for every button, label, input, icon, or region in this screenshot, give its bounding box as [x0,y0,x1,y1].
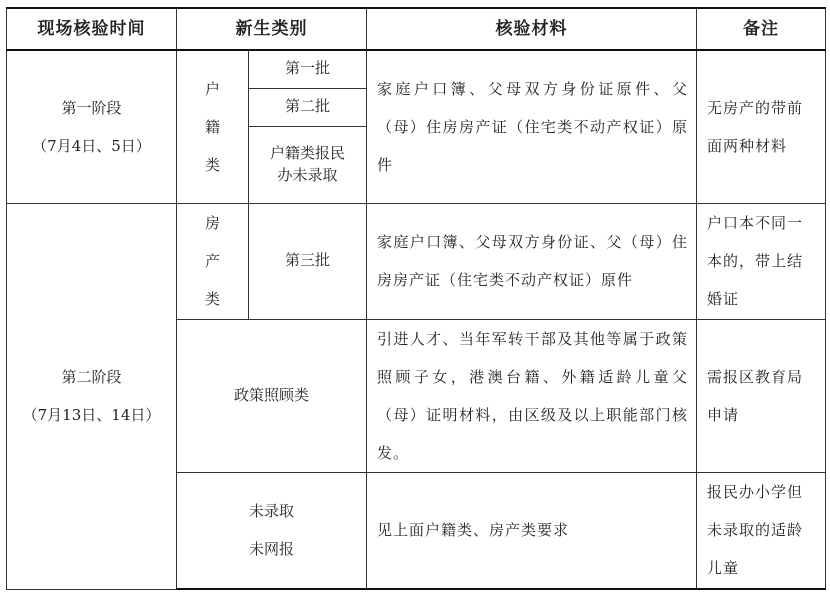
policy-note: 需报区教育局申请 [697,319,826,472]
hukou-private-unadmitted [249,126,367,203]
policy-category: 政策照顾类 [177,319,367,472]
stage1-material: 家庭户口簿、父母双方身份证原件、父（母）住房房产证（住宅类不动产权证）原件 [367,50,697,203]
header-category: 新生类别 [177,8,367,50]
stage1-note: 无房产的带前面两种材料 [697,50,826,203]
stage2-dates: （7月13日、14日） [22,406,161,424]
stage1-group-char: 户 [204,79,220,98]
unadmitted-line: 未录取 [248,502,294,521]
header-materials: 核验材料 [367,8,697,50]
stage1-name: 第一阶段 [61,98,122,117]
hukou-private-line: 户籍类报民 [269,143,345,162]
batch-2: 第二批 [249,88,367,126]
stage2-group-char: 类 [204,290,220,308]
stage1-group-char: 籍 [204,117,220,136]
house-material: 家庭户口簿、父母双方身份证、父（母）住房房产证（住宅类不动产权证）原件 [367,203,697,319]
policy-material: 引进人才、当年军转干部及其他等属于政策照顾子女，港澳台籍、外籍适龄儿童父（母）证明材料，由区级及以上职能部门核发。 [367,319,697,472]
stage1-cell [7,50,177,203]
stage1-dates: （7月4日、5日） [32,136,151,155]
verification-table [6,7,826,590]
house-note: 户口本不同一本的，带上结婚证 [697,203,826,319]
header-remarks: 备注 [697,8,826,50]
stage1-group-char: 类 [204,155,220,174]
unadmitted-note: 报民办小学但未录取的适龄儿童 [697,472,826,589]
stage1-group [177,50,249,203]
header-time: 现场核验时间 [7,8,177,50]
unadmitted-category [177,472,367,589]
batch-3: 第三批 [249,203,367,319]
stage2-group-char: 产 [204,252,220,270]
stage2-group-char: 房 [204,214,220,232]
hukou-private-line: 办未录取 [277,165,338,184]
stage2-name: 第二阶段 [61,368,122,386]
unadmitted-line: 未网报 [248,540,294,559]
batch-1: 第一批 [249,50,367,88]
stage2-cell [7,203,177,589]
unadmitted-material: 见上面户籍类、房产类要求 [367,472,697,589]
stage2-group [177,203,249,319]
